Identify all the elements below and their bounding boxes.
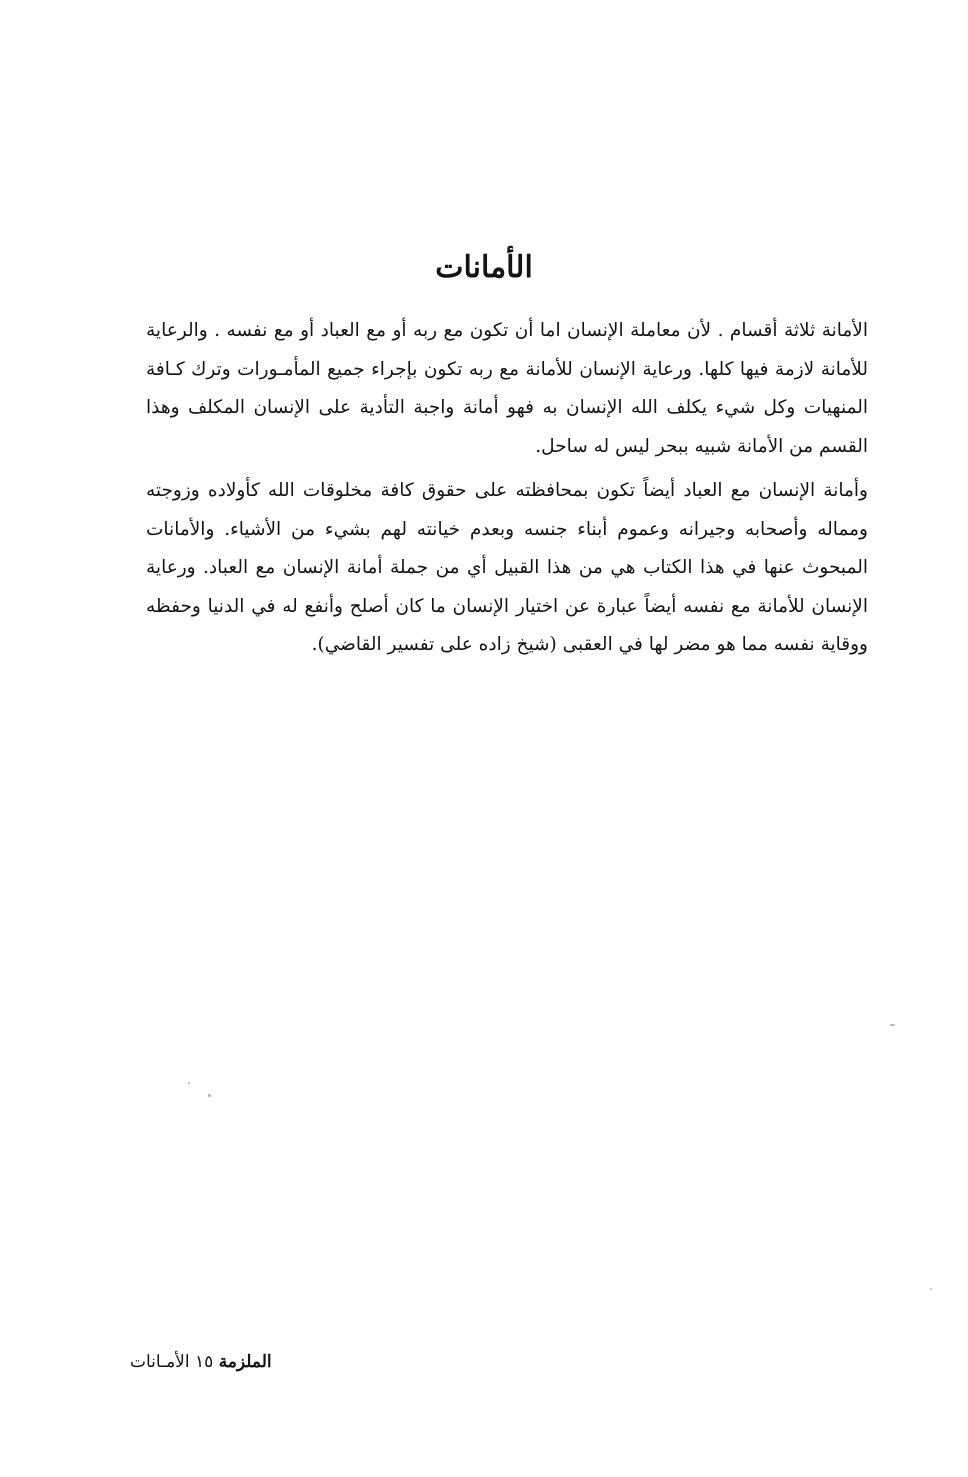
signature-title: الأمـانات (130, 1352, 190, 1372)
scan-speck (930, 1288, 932, 1290)
page-title: الأمانات (435, 250, 533, 285)
scan-speck (208, 1094, 211, 1097)
signature-number: ١٥ (195, 1352, 214, 1372)
scan-speck (188, 1082, 190, 1084)
paragraph-1: الأمانة ثلاثة أقسام . لأن معاملة الإنسان اما أن تكون مع ربه أو مع العباد أو مع نفسه . والرعاية للأمانة لازمة فيها كلها. ورعاية الإنسان للأمانة مع ربه تكون بإجراء جميع المأمـورات وترك كـافة المنهيات وكل شيء يكلف الله الإنسان به فهو أمانة واجبة التأدية على الإنسان المكلف وهذا القسم من الأمانة شبيه ببحر ليس له ساحل. (146, 320, 868, 457)
scan-speck (890, 1024, 895, 1026)
signature-label: الملزمة (218, 1352, 272, 1372)
printer-signature (130, 1352, 310, 1372)
paragraph-2: وأمانة الإنسان مع العباد أيضاً تكون بمحافظته على حقوق كافة مخلوقات الله كأولاده وزوجته ومماله وأصحابه وجيرانه وعموم أبناء جنسه وبعدم خيانته لهم بشيء من الأشياء. والأمانات المبحوث عنها في هذا الكتاب هي من هذا القبيل أي من جملة أمانة الإنسان مع العباد. ورعاية الإنسان للأمانة مع نفسه أيضاً عبارة عن اختيار الإنسان ما كان أصلح وأنفع له في الدنيا وحفظه ووقاية نفسه مما هو مضر لها في العقبى (شيخ زاده على تفسير القاضي). (146, 480, 868, 655)
